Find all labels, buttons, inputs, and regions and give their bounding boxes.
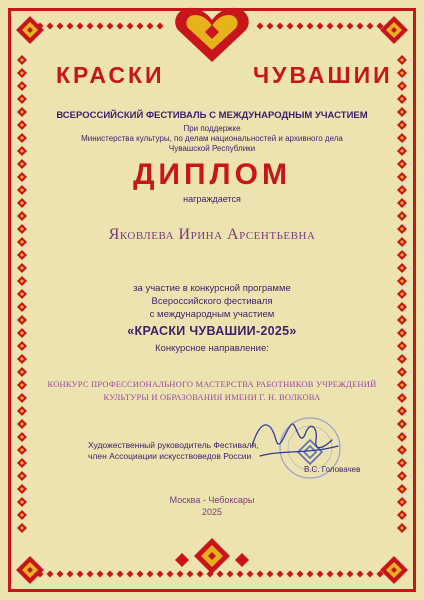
border-dot-top [297,23,304,30]
awarded-text: награждается [183,194,241,204]
handwritten-signature [252,424,338,456]
border-dot-bottom [117,571,124,578]
border-dot-bottom [337,571,344,578]
recipient-name: Яковлева Ирина Арсентьевна [108,226,316,243]
border-dot-top [317,23,324,30]
border-dot-bottom [297,571,304,578]
border-dot-bottom [97,571,104,578]
participation-line-3: с международным участием [149,309,275,320]
place-text: Москва - Чебоксары [169,495,255,505]
border-dot-bottom [367,571,374,578]
border-dot-top [57,23,64,30]
border-dot-bottom [127,571,134,578]
border-dot-bottom [247,571,254,578]
border-dot-bottom [317,571,324,578]
signatory-title-line-2: член Ассоциации искусствоведов России [88,451,252,461]
diploma-title: ДИПЛОМ [133,158,291,191]
border-dot-bottom [307,571,314,578]
direction-label: Конкурсное направление: [155,343,269,354]
festival-name: «КРАСКИ ЧУВАШИИ-2025» [127,324,297,338]
border-dot-top [287,23,294,30]
festival-title-right: ЧУВАШИИ [253,62,393,88]
border-dot-top [77,23,84,30]
border-dot-top [157,23,164,30]
contest-line-1: КОНКУРС ПРОФЕССИОНАЛЬНОГО МАСТЕРСТВА РАБОТНИКОВ УЧРЕЖДЕНИЙ [47,379,377,389]
border-dot-bottom [357,571,364,578]
participation-line-2: Всероссийского фестиваля [151,296,273,307]
border-dot-top [137,23,144,30]
border-dot-bottom [57,571,64,578]
border-dot-bottom [87,571,94,578]
border-dot-top [307,23,314,30]
border-dot-top [147,23,154,30]
participation-line-1: за участие в конкурсной программе [133,283,291,294]
border-dot-top [347,23,354,30]
border-dot-top [127,23,134,30]
border-dot-bottom [287,571,294,578]
border-dot-bottom [157,571,164,578]
border-dot-top [107,23,114,30]
border-dot-top [97,23,104,30]
bottom-ornament-side [175,553,189,567]
bottom-ornament-side [235,553,249,567]
signatory-title-line-1: Художественный руководитель Фестиваля, [88,440,259,450]
border-dot-bottom [197,571,204,578]
border-dot-bottom [217,571,224,578]
border-line-top [8,8,416,11]
border-dot-bottom [147,571,154,578]
border-dot-bottom [327,571,334,578]
contest-line-2: КУЛЬТУРЫ И ОБРАЗОВАНИЯ ИМЕНИ Г. Н. ВОЛКОВА [103,392,321,402]
border-dot-bottom [347,571,354,578]
border-dot-top [87,23,94,30]
support-line-1: При поддержке [183,124,241,133]
border-dot-top [367,23,374,30]
border-line-bottom [8,589,416,592]
support-line-3: Чувашской Республики [168,144,256,153]
border-dot-top [117,23,124,30]
border-dot-bottom [137,571,144,578]
signatory-name: В.С. Головачев [304,465,361,474]
border-dot-top [257,23,264,30]
border-dot-bottom [47,571,54,578]
border-dot-bottom [67,571,74,578]
border-dot-bottom [77,571,84,578]
border-dot-bottom [107,571,114,578]
border-dot-bottom [177,571,184,578]
border-dot-bottom [257,571,264,578]
border-dot-top [337,23,344,30]
border-dot-bottom [267,571,274,578]
border-dot-top [277,23,284,30]
border-dot-bottom [187,571,194,578]
border-dot-top [67,23,74,30]
border-dot-top [47,23,54,30]
border-dot-bottom [227,571,234,578]
border-dot-top [327,23,334,30]
border-dot-bottom [167,571,174,578]
festival-title-left: КРАСКИ [56,62,165,88]
border-dot-top [267,23,274,30]
border-dot-bottom [277,571,284,578]
border-dot-top [357,23,364,30]
festival-subtitle: ВСЕРОССИЙСКИЙ ФЕСТИВАЛЬ С МЕЖДУНАРОДНЫМ УЧАСТИЕМ [56,110,368,121]
year-text: 2025 [201,507,223,517]
support-line-2: Министерства культуры, по делам национальностей и архивного дела [81,134,343,143]
border-dot-bottom [237,571,244,578]
